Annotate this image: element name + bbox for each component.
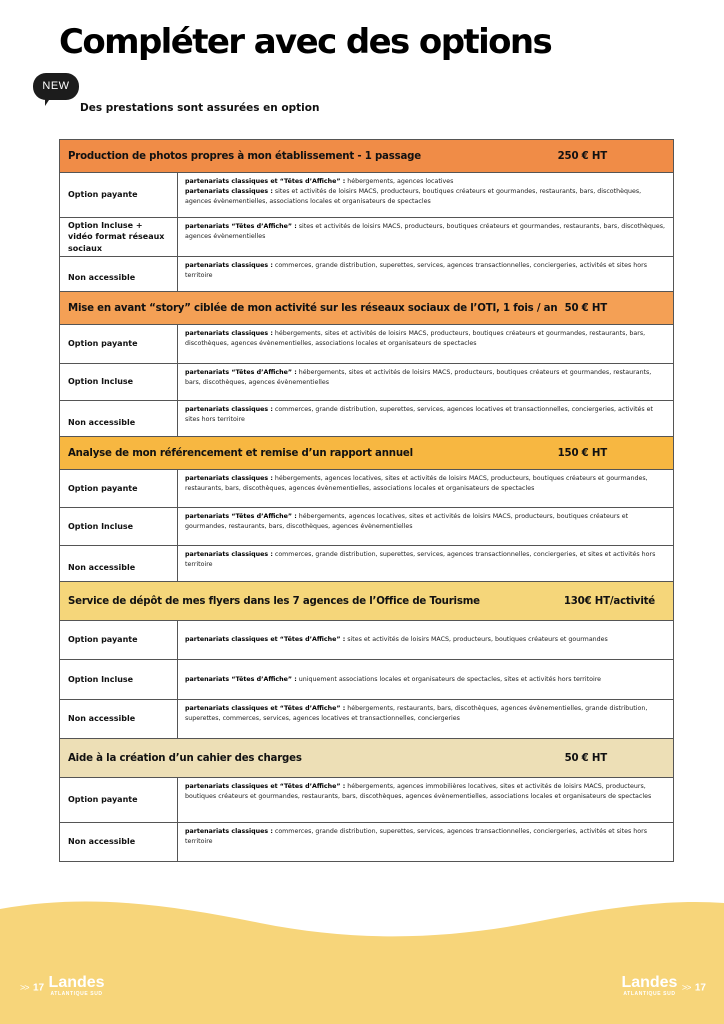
row-description (178, 218, 673, 256)
desc-line: partenariats classiques : sites et activités de loisirs MACS, producteurs, boutiques créateurs et gourmandes, restaurants, bars, discothèques, agences évènementielles, associations locales et organisateurs de spectacles (185, 187, 642, 205)
row-label: Non accessible (60, 823, 178, 861)
row-description (178, 173, 673, 217)
desc-line: partenariats classiques : commerces, grande distribution, superettes, services, agences transactionnelles, conciergeries, activités et sites hors territoire (185, 262, 648, 279)
row-description (178, 508, 673, 545)
row-label: Non accessible (60, 401, 178, 436)
table-row (60, 257, 673, 292)
row-label: Option Incluse + vidéo format réseaux sociaux (60, 218, 178, 256)
table-row (60, 470, 673, 508)
landes-logo-left (49, 975, 105, 998)
row-description (178, 700, 673, 738)
footer-right (621, 975, 706, 998)
table-row (60, 621, 673, 660)
row-description (178, 401, 673, 436)
page-subtitle: Des prestations sont assurées en option (80, 102, 320, 114)
section-header-flyers (60, 582, 673, 621)
row-label: Option Incluse (60, 508, 178, 545)
table-row (60, 173, 673, 218)
section-title: Aide à la création d’un cahier des charges (68, 752, 302, 764)
desc-line: partenariats classiques et “Têtes d’Affiche” : sites et activités de loisirs MACS, producteurs, boutiques créateurs et gourmandes (185, 636, 608, 644)
desc-line: partenariats “Têtes d’Affiche” : hébergements, agences locatives, sites et activités de loisirs MACS, producteurs, boutiques créateurs et gourmandes, restaurants, bars, discothèques, agences évènementielles (185, 513, 629, 530)
desc-line: partenariats classiques et “Têtes d’Affiche” : hébergements, restaurants, bars, discothèques, agences évènementielles, grande distribution, superettes, commerces, services, agences locatives et transactionnelles, conciergeries (185, 705, 648, 722)
table-row (60, 218, 673, 257)
options-table (59, 139, 674, 862)
row-label: Option payante (60, 325, 178, 363)
logo-name: Landes (48, 974, 105, 991)
row-description (178, 823, 673, 861)
footer-left (20, 975, 105, 998)
table-row (60, 823, 673, 862)
desc-line: partenariats classiques : commerces, grande distribution, superettes, services, agences transactionnelles, conciergeries, activités et sites hors territoire (185, 828, 648, 845)
footer-wave (0, 899, 724, 1024)
row-label: Non accessible (60, 700, 178, 738)
row-description (178, 778, 673, 822)
row-description (178, 325, 673, 363)
section-price: 150 € HT (557, 447, 607, 459)
badge-tail (45, 97, 51, 106)
section-header-story (60, 292, 673, 325)
table-row (60, 401, 673, 437)
section-title: Mise en avant “story” ciblée de mon activité sur les réseaux sociaux de l’OTI, 1 fois / an (68, 302, 558, 314)
table-row (60, 778, 673, 823)
desc-line: partenariats classiques : hébergements, sites et activités de loisirs MACS, producteurs, boutiques créateurs et gourmandes, restaurants, bars, discothèques, agences évènementielles, associations locales et organisateurs de spectacles (185, 330, 646, 347)
section-price: 50 € HT (564, 302, 607, 314)
page-number-left: 17 (32, 982, 45, 994)
row-label: Non accessible (60, 257, 178, 291)
row-label: Option Incluse (60, 660, 178, 699)
landes-logo-right (621, 975, 677, 998)
arrows-icon: >> (20, 982, 29, 993)
row-label: Option payante (60, 173, 178, 217)
table-row (60, 546, 673, 582)
logo-sub: ATLANTIQUE SUD (50, 991, 103, 997)
row-label: Option payante (60, 621, 178, 659)
desc-line: partenariats “Têtes d’Affiche” : uniquement associations locales et organisateurs de spectacles, sites et activités hors territoire (185, 675, 602, 683)
section-title: Analyse de mon référencement et remise d’un rapport annuel (68, 447, 413, 459)
desc-line: partenariats classiques et “Têtes d’Affiche” : hébergements, agences immobilières locatives, sites et activités de loisirs MACS, producteurs, boutiques créateurs et gourmandes, restaurants, bars, discothèques, agences évènementielles, associations locales et organisateurs de spectacles (185, 783, 652, 800)
row-label: Option payante (60, 470, 178, 507)
row-description (178, 364, 673, 400)
row-label: Option payante (60, 778, 178, 822)
table-row (60, 660, 673, 700)
section-title: Service de dépôt de mes flyers dans les 7 agences de l’Office de Tourisme (68, 595, 480, 607)
row-description (178, 546, 673, 581)
arrows-icon: >> (681, 982, 691, 993)
desc-line: partenariats classiques : commerces, grande distribution, superettes, services, agences locatives et transactionnelles, conciergeries, activités et sites hors territoire (185, 406, 654, 423)
section-header-referencement (60, 437, 673, 470)
page-number-right: 17 (694, 982, 706, 994)
desc-line: partenariats classiques : commerces, grande distribution, superettes, services, agences transactionnelles, conciergeries, et sites et activités hors territoire (185, 551, 656, 568)
row-description (178, 660, 673, 699)
section-price: 50 € HT (564, 752, 607, 764)
section-price: 250 € HT (557, 150, 607, 162)
row-label: Option Incluse (60, 364, 178, 400)
section-price: 130€ HT/activité (563, 595, 655, 607)
table-row (60, 508, 673, 546)
table-row (60, 700, 673, 739)
logo-sub: ATLANTIQUE SUD (623, 991, 676, 997)
desc-line: partenariats classiques : hébergements, agences locatives, sites et activités de loisirs MACS, producteurs, boutiques créateurs et gourmandes, restaurants, bars, discothèques, agences évènementielles, associations locales et organisateurs de spectacles (185, 475, 648, 492)
desc-line: partenariats “Têtes d’Affiche” : sites et activités de loisirs MACS, producteurs, boutiques créateurs et gourmandes, restaurants, bars, discothèques, agences évènementielles (185, 223, 666, 240)
desc-line: partenariats “Têtes d’Affiche” : hébergements, sites et activités de loisirs MACS, producteurs, boutiques créateurs et gourmandes, restaurants, bars, discothèques, agences évènementielles (185, 369, 652, 386)
row-description (178, 470, 673, 507)
page-title: Compléter avec des options (59, 22, 552, 62)
section-header-photos (60, 140, 673, 173)
logo-name: Landes (621, 974, 678, 991)
row-description (178, 621, 673, 659)
row-description (178, 257, 673, 291)
row-label: Non accessible (60, 546, 178, 581)
table-row (60, 364, 673, 401)
desc-line: partenariats classiques et “Têtes d’Affiche” : hébergements, agences locatives (185, 178, 454, 185)
table-row (60, 325, 673, 364)
section-title: Production de photos propres à mon établissement - 1 passage (68, 150, 421, 162)
new-badge: NEW (33, 73, 79, 100)
section-header-cahier (60, 739, 673, 778)
